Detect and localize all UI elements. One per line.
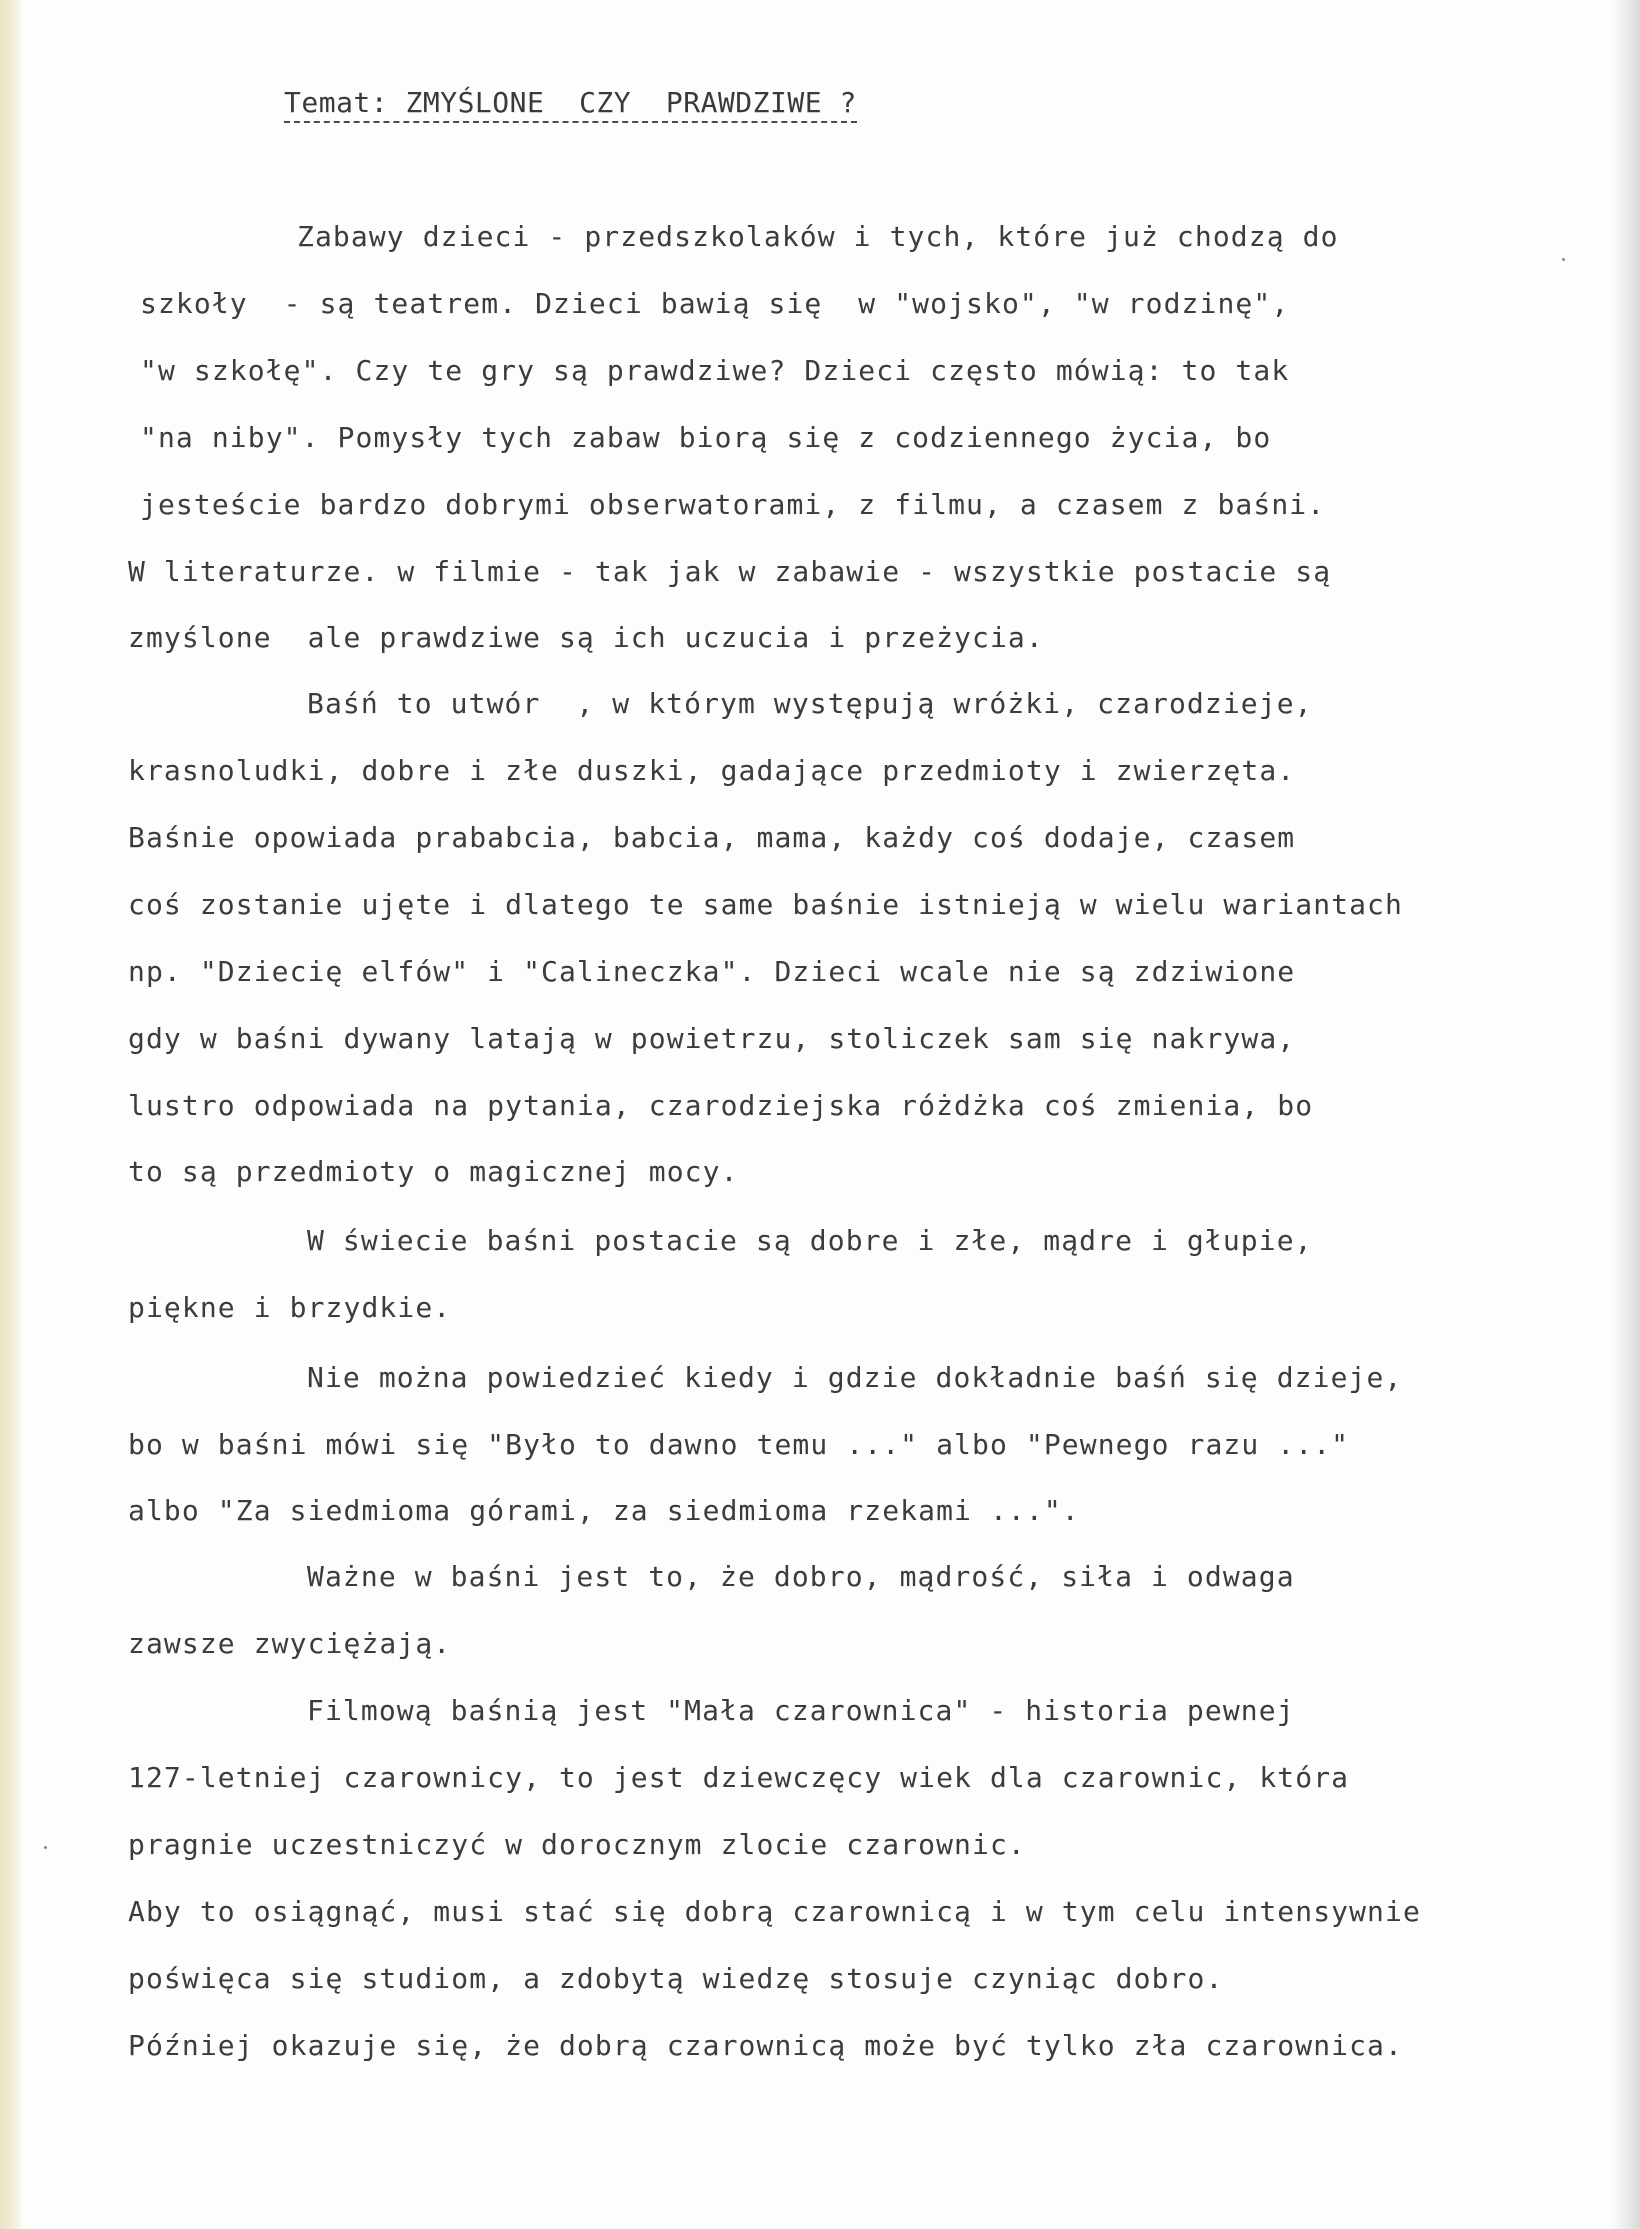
- text-line: "na niby". Pomysły tych zabaw biorą się z codziennego życia, bo: [140, 421, 1272, 454]
- text-line: pragnie uczestniczyć w dorocznym zlocie czarownic.: [128, 1828, 1026, 1861]
- text-line: poświęca się studiom, a zdobytą wiedzę stosuje czyniąc dobro.: [128, 1962, 1224, 1995]
- text-line: zawsze zwyciężają.: [128, 1627, 452, 1660]
- text-line: albo "Za siedmioma górami, za siedmioma rzekami ...".: [128, 1494, 1080, 1527]
- text-line: Aby to osiągnąć, musi stać się dobrą czarownicą i w tym celu intensywnie: [128, 1895, 1421, 1928]
- page-edge-right: [1610, 0, 1640, 2229]
- document-title: Temat: ZMYŚLONE CZY PRAWDZIWE ?: [284, 86, 857, 123]
- text-line: lustro odpowiada na pytania, czarodziejska różdżka coś zmienia, bo: [128, 1089, 1314, 1122]
- text-line: krasnoludki, dobre i złe duszki, gadające przedmioty i zwierzęta.: [128, 754, 1296, 787]
- text-line: Później okazuje się, że dobrą czarownicą może być tylko zła czarownica.: [128, 2029, 1403, 2062]
- text-line: to są przedmioty o magicznej mocy.: [128, 1155, 739, 1188]
- text-line: Nie można powiedzieć kiedy i gdzie dokładnie baśń się dzieje,: [307, 1361, 1403, 1394]
- text-line: coś zostanie ujęte i dlatego te same baśnie istnieją w wielu wariantach: [128, 888, 1403, 921]
- text-line: "w szkołę". Czy te gry są prawdziwe? Dzieci często mówią: to tak: [140, 354, 1290, 387]
- page-edge-left: [0, 0, 22, 2229]
- text-line: piękne i brzydkie.: [128, 1291, 452, 1324]
- text-line: Filmową baśnią jest "Mała czarownica" - historia pewnej: [307, 1694, 1295, 1727]
- paper-speck: [1562, 258, 1565, 261]
- text-line: Zabawy dzieci - przedszkolaków i tych, które już chodzą do: [297, 220, 1339, 253]
- text-line: Baśnie opowiada prababcia, babcia, mama, każdy coś dodaje, czasem: [128, 821, 1296, 854]
- text-line: zmyślone ale prawdziwe są ich uczucia i przeżycia.: [128, 621, 1044, 654]
- text-line: W świecie baśni postacie są dobre i złe, mądre i głupie,: [307, 1224, 1313, 1257]
- text-line: W literaturze. w filmie - tak jak w zabawie - wszystkie postacie są: [128, 555, 1332, 588]
- text-line: jesteście bardzo dobrymi obserwatorami, z filmu, a czasem z baśni.: [140, 488, 1326, 521]
- paper-speck: [44, 1846, 47, 1849]
- text-line: bo w baśni mówi się "Było to dawno temu ..." albo "Pewnego razu ...": [128, 1428, 1350, 1461]
- text-line: Baśń to utwór , w którym występują wróżki, czarodzieje,: [307, 687, 1313, 720]
- text-line: Ważne w baśni jest to, że dobro, mądrość, siła i odwaga: [307, 1560, 1295, 1593]
- text-line: gdy w baśni dywany latają w powietrzu, stoliczek sam się nakrywa,: [128, 1022, 1296, 1055]
- text-line: np. "Dziecię elfów" i "Calineczka". Dzieci wcale nie są zdziwione: [128, 955, 1296, 988]
- text-line: szkoły - są teatrem. Dzieci bawią się w "wojsko", "w rodzinę",: [140, 287, 1290, 320]
- text-line: 127-letniej czarownicy, to jest dziewczęcy wiek dla czarownic, która: [128, 1761, 1350, 1794]
